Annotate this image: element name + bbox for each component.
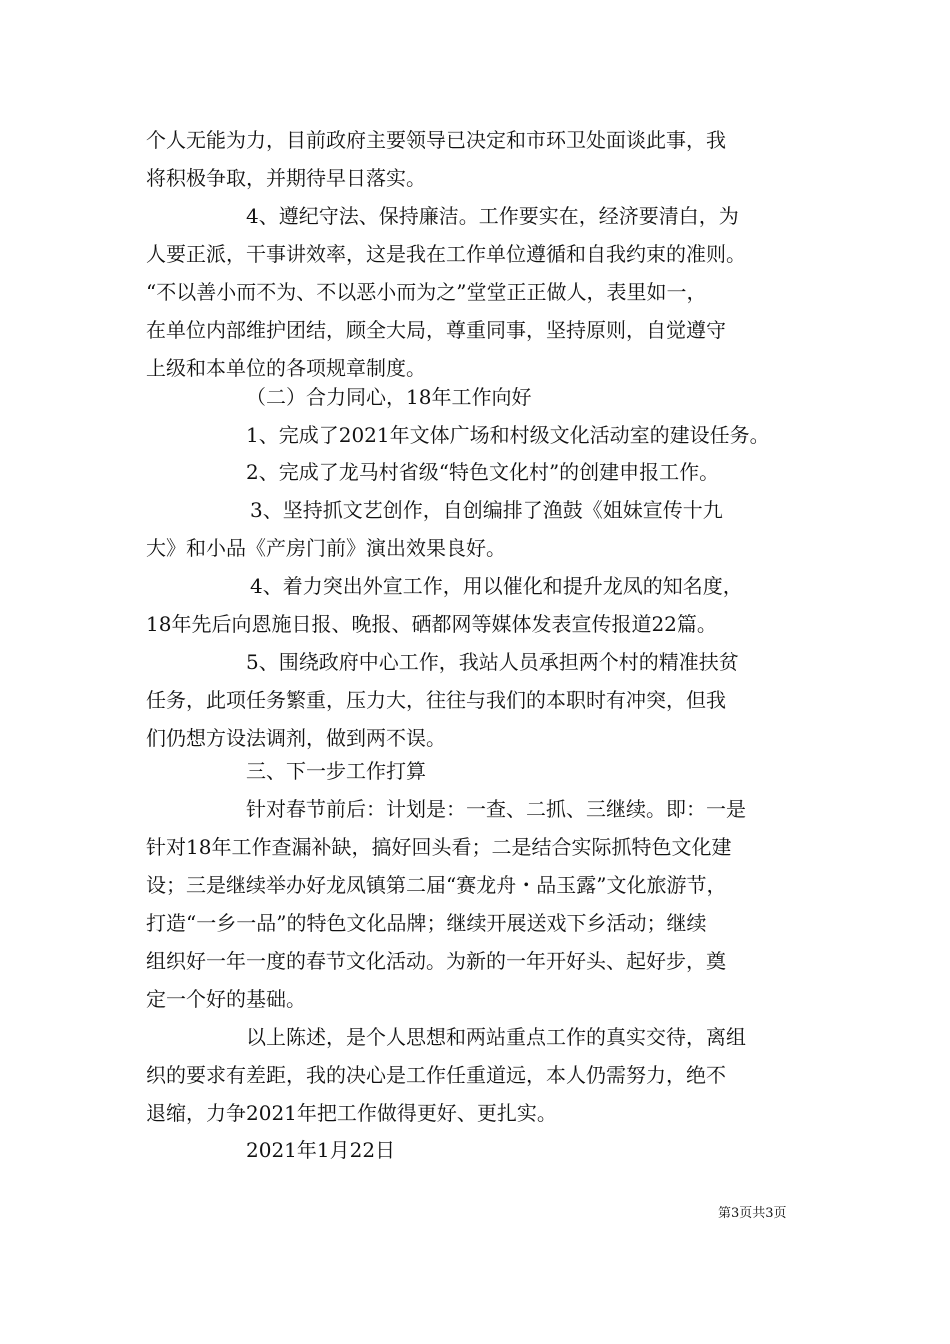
- text-line: 人要正派，干事讲效率，这是我在工作单位遵循和自我约束的准则。: [146, 242, 746, 266]
- text-line: “不以善小而不为、不以恶小而为之”堂堂正正做人，表里如一，: [146, 280, 707, 304]
- text-line: 退缩，力争2021年把工作做得更好、更扎实。: [146, 1101, 557, 1125]
- text-line: 个人无能为力，目前政府主要领导已决定和市环卫处面谈此事，我: [146, 128, 726, 152]
- text-line: 以上陈述，是个人思想和两站重点工作的真实交待，离组: [246, 1025, 746, 1049]
- text-line: 4、遵纪守法、保持廉洁。工作要实在，经济要清白，为: [246, 204, 739, 228]
- text-line: 打造“一乡一品”的特色文化品牌；继续开展送戏下乡活动；继续: [146, 911, 707, 935]
- text-line: 在单位内部维护团结，顾全大局，尊重同事，坚持原则，自觉遵守: [146, 318, 726, 342]
- page-number: 第3页共3页: [718, 1206, 787, 1221]
- text-line: 设；三是继续举办好龙凤镇第二届“赛龙舟・品玉露”文化旅游节，: [146, 873, 727, 897]
- text-line: 将积极争取，并期待早日落实。: [146, 166, 426, 190]
- text-line: 针对18年工作查漏补缺，搞好回头看；二是结合实际抓特色文化建: [146, 835, 732, 859]
- text-line: 组织好一年一度的春节文化活动。为新的一年开好头、起好步，奠: [146, 949, 726, 973]
- text-line: 们仍想方设法调剂，做到两不误。: [146, 726, 446, 750]
- date-line: 2021年1月22日: [246, 1138, 396, 1162]
- text-line: 织的要求有差距，我的决心是工作任重道远，本人仍需努力，绝不: [146, 1063, 726, 1087]
- text-line: 2、完成了龙马村省级“特色文化村”的创建申报工作。: [246, 460, 720, 484]
- text-line: 任务，此项任务繁重，压力大，往往与我们的本职时有冲突，但我: [146, 688, 726, 712]
- text-line: 上级和本单位的各项规章制度。: [146, 356, 426, 380]
- text-line: 4、着力突出外宣工作，用以催化和提升龙凤的知名度，: [250, 574, 743, 598]
- text-line: 定一个好的基础。: [146, 987, 306, 1011]
- text-line: 18年先后向恩施日报、晚报、硒都网等媒体发表宣传报道22篇。: [146, 612, 717, 636]
- text-line: 5、围绕政府中心工作，我站人员承担两个村的精准扶贫: [246, 650, 739, 674]
- text-line: 1、完成了2021年文体广场和村级文化活动室的建设任务。: [246, 423, 770, 447]
- text-line: 3、坚持抓文艺创作，自创编排了渔鼓《姐妹宣传十九: [250, 498, 723, 522]
- section-heading: 三、下一步工作打算: [246, 759, 426, 783]
- text-line: 大》和小品《产房门前》演出效果良好。: [146, 536, 506, 560]
- text-line: 针对春节前后：计划是：一查、二抓、三继续。即：一是: [246, 797, 746, 821]
- section-heading: （二）合力同心，18年工作向好: [246, 385, 532, 409]
